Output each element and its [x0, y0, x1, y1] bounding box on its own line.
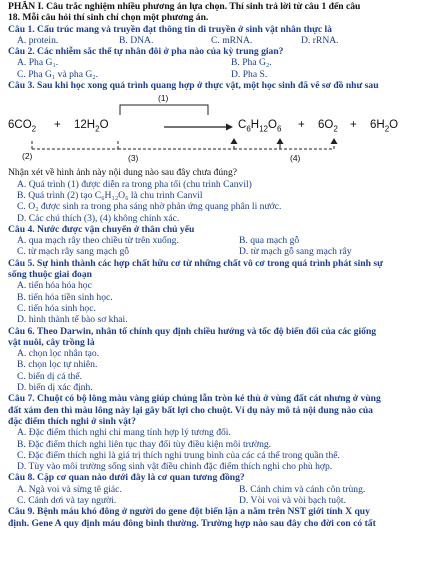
question-5-option-a[interactable]: A. tiến hóa hóa học — [17, 280, 92, 292]
question-2-option-a[interactable]: A. Pha G₁. — [17, 57, 59, 69]
question-7-text-2: đất xám đen thì màu lông này lại gây bất lợi cho chuột. Ví dụ này mô tả nội dung nào của — [8, 404, 373, 416]
reactant-co2: $6CO_2$ — [8, 119, 37, 134]
question-9-number: Câu 9. — [8, 506, 35, 518]
question-7-number: Câu 7. — [8, 393, 35, 405]
question-8-option-c[interactable]: C. Cánh dơi và tay người. — [17, 494, 117, 506]
question-6-option-d[interactable]: D. biến dị xác định. — [17, 382, 93, 394]
question-2 — [8, 46, 429, 57]
question-1-option-d[interactable]: D. rRNA. — [301, 34, 339, 46]
reactant-h2o: $12H_2O$ — [74, 119, 109, 134]
question-2-options — [8, 57, 429, 80]
question-4-options — [8, 235, 429, 258]
question-3-option-c[interactable]: C. O₂ được sinh ra trong pha sáng nhờ phản ứng quang phân li nước. — [17, 201, 282, 213]
question-1-options — [8, 35, 429, 46]
question-3-options — [8, 179, 429, 224]
question-5-option-d[interactable]: D. hình thành tế bào sơ khai. — [17, 314, 128, 326]
question-3-prompt: Nhận xét về hình ảnh này nội dung nào sau đây chưa đúng? — [8, 167, 237, 179]
diagram-arrows — [8, 93, 429, 165]
question-6-text-2: vật nuôi, cây trồng là — [8, 336, 95, 348]
product-glucose: $C_6H_{12}O_6$ — [238, 119, 282, 134]
plus-sign-2: + — [298, 119, 305, 132]
question-9-text-1: Bệnh máu khó đông ở người do gene đột biến lặn a nằm trên NST giới tính X quy — [34, 506, 370, 518]
question-1-number: Câu 1. — [8, 23, 35, 35]
label-4: (4) — [290, 153, 301, 164]
question-8-option-d[interactable]: D. Vòi voi và vòi bạch tuột. — [239, 494, 346, 506]
question-2-option-d[interactable]: D. Pha S. — [231, 68, 268, 80]
question-4-text: Nước được vận chuyển ở thân chủ yếu — [34, 223, 195, 235]
question-1-option-a[interactable]: A. protein. — [17, 34, 59, 46]
question-9-text-2: định. Gene A quy định máu đông bình thường. Trường hợp nào sau đây cho đời con có tất — [8, 517, 376, 529]
question-3-text: Sau khi học xong quá trình quang hợp ở thực vật, một học sinh đã vẽ sơ đồ như sau — [34, 80, 379, 92]
question-5-text-2: sống thuộc giai đoạn — [8, 269, 92, 281]
question-6-text-1: Theo Darwin, nhân tố chính quy định chiều hướng và tốc độ biến đổi của các giống — [34, 325, 377, 337]
reaction-arrowhead — [226, 124, 233, 131]
product-o2: $6O_2$ — [318, 119, 338, 134]
question-7-text-1: Chuột có bộ lông màu vàng giúp chúng lẫn tròn kẻ thù ở vùng đất cát nhưng ở vùng — [34, 393, 381, 405]
question-3-number: Câu 3. — [8, 80, 35, 92]
question-7-option-b[interactable]: B. Đặc điểm thích nghi liên tục thay đổi tùy điều kiện môi trường. — [17, 438, 272, 450]
section-header-line2: 18. Mỗi câu hỏi thí sinh chỉ chọn một phương án. — [8, 12, 209, 24]
question-5-number: Câu 5. — [8, 257, 35, 269]
question-5-text-1: Sự hình thành các hợp chất hữu cơ từ những chất vô cơ trong quá trình phát sinh sự — [34, 257, 383, 269]
section-header-line1: PHẦN I. Câu trắc nghiệm nhiều phương án lựa chọn. Thí sinh trả lời từ câu 1 đến câu — [8, 1, 361, 12]
arrowhead-3 — [231, 138, 238, 144]
question-6-option-c[interactable]: C. biến dị cá thể. — [17, 370, 83, 382]
question-7-option-d[interactable]: D. Tùy vào môi trường sống sinh vật điều chỉnh đặc điểm thích nghi cho phù hợp. — [17, 461, 333, 473]
plus-sign-3: + — [350, 119, 357, 132]
question-3 — [8, 80, 429, 91]
question-8-option-b[interactable]: B. Cánh chim và cánh côn trùng. — [239, 483, 366, 495]
label-3: (3) — [128, 153, 139, 164]
question-4 — [8, 224, 429, 235]
product-h2o: $6H_2O$ — [370, 119, 399, 134]
question-5-option-b[interactable]: B. tiến hóa tiền sinh học. — [17, 291, 113, 303]
question-1 — [8, 24, 429, 35]
question-4-option-b[interactable]: B. qua mạch gỗ — [239, 235, 300, 247]
question-8 — [8, 472, 429, 483]
question-8-option-a[interactable]: A. Ngà voi và sừng tê giác. — [17, 483, 122, 495]
question-3-option-b[interactable]: B. Quá trình (2) tạo C₆H₁₂O₆ là chu trình Canvil — [17, 189, 203, 201]
question-9 — [8, 506, 429, 517]
question-1-option-c[interactable]: C. mRNA. — [211, 34, 253, 46]
question-5-option-c[interactable]: C. tiến hóa sinh học. — [17, 302, 96, 314]
bracket-1 — [120, 105, 208, 115]
question-6-option-b[interactable]: B. chọn lọc tự nhiên. — [17, 359, 98, 371]
question-5 — [8, 258, 429, 269]
question-6-options — [8, 348, 429, 393]
question-1-option-b[interactable]: B. DNA. — [119, 34, 154, 46]
question-2-option-b[interactable]: B. Pha G₂. — [231, 57, 272, 69]
question-6-number: Câu 6. — [8, 325, 35, 337]
question-4-option-c[interactable]: C. từ mạch rây sang mạch gỗ — [17, 246, 130, 258]
question-7 — [8, 393, 429, 404]
question-8-text: Cặp cơ quan nào dưới đây là cơ quan tương đồng? — [34, 472, 245, 484]
question-7-option-a[interactable]: A. Đặc điểm thích nghi chỉ mang tính hợp lý tương đối. — [17, 427, 231, 439]
arrowhead-4 — [331, 138, 338, 144]
question-3-option-a[interactable]: A. Quá trình (1) được diễn ra trong pha tối (chu trình Canvil) — [17, 178, 252, 190]
question-4-option-a[interactable]: A. qua mạch rây theo chiều từ trên xuống. — [17, 235, 179, 247]
question-1-text: Cấu trúc mang và truyền đạt thông tin di truyền ở sinh vật nhân thực là — [34, 23, 332, 35]
label-1: (1) — [158, 93, 169, 104]
question-2-option-c[interactable]: C. Pha G₁ và pha G₂. — [17, 68, 99, 80]
question-7-option-c[interactable]: C. Đặc điểm thích nghi là giá trị thích nghi trung bình của các cá thể trong quần thể. — [17, 449, 340, 461]
question-3-option-d[interactable]: D. Các chú thích (3), (4) không chính xác. — [17, 212, 180, 224]
question-4-number: Câu 4. — [8, 223, 35, 235]
photosynthesis-diagram — [8, 93, 429, 165]
question-6 — [8, 326, 429, 337]
question-6-option-a[interactable]: A. chọn lọc nhân tạo. — [17, 348, 100, 360]
arrowhead-o2 — [277, 138, 284, 144]
question-7-options — [8, 427, 429, 472]
question-5-options — [8, 280, 429, 325]
question-7-text-3: đặc điểm thích nghi ở sinh vật? — [8, 415, 136, 427]
label-2: (2) — [22, 151, 33, 162]
question-2-number: Câu 2. — [8, 46, 35, 58]
question-2-text: Các nhiễm sắc thể tự nhân đôi ở pha nào của kỳ trung gian? — [34, 46, 284, 58]
question-8-options — [8, 484, 429, 507]
plus-sign-1: + — [54, 119, 61, 132]
question-4-option-d[interactable]: D. từ mạch gỗ sang mạch rây — [239, 246, 352, 258]
question-8-number: Câu 8. — [8, 472, 35, 484]
